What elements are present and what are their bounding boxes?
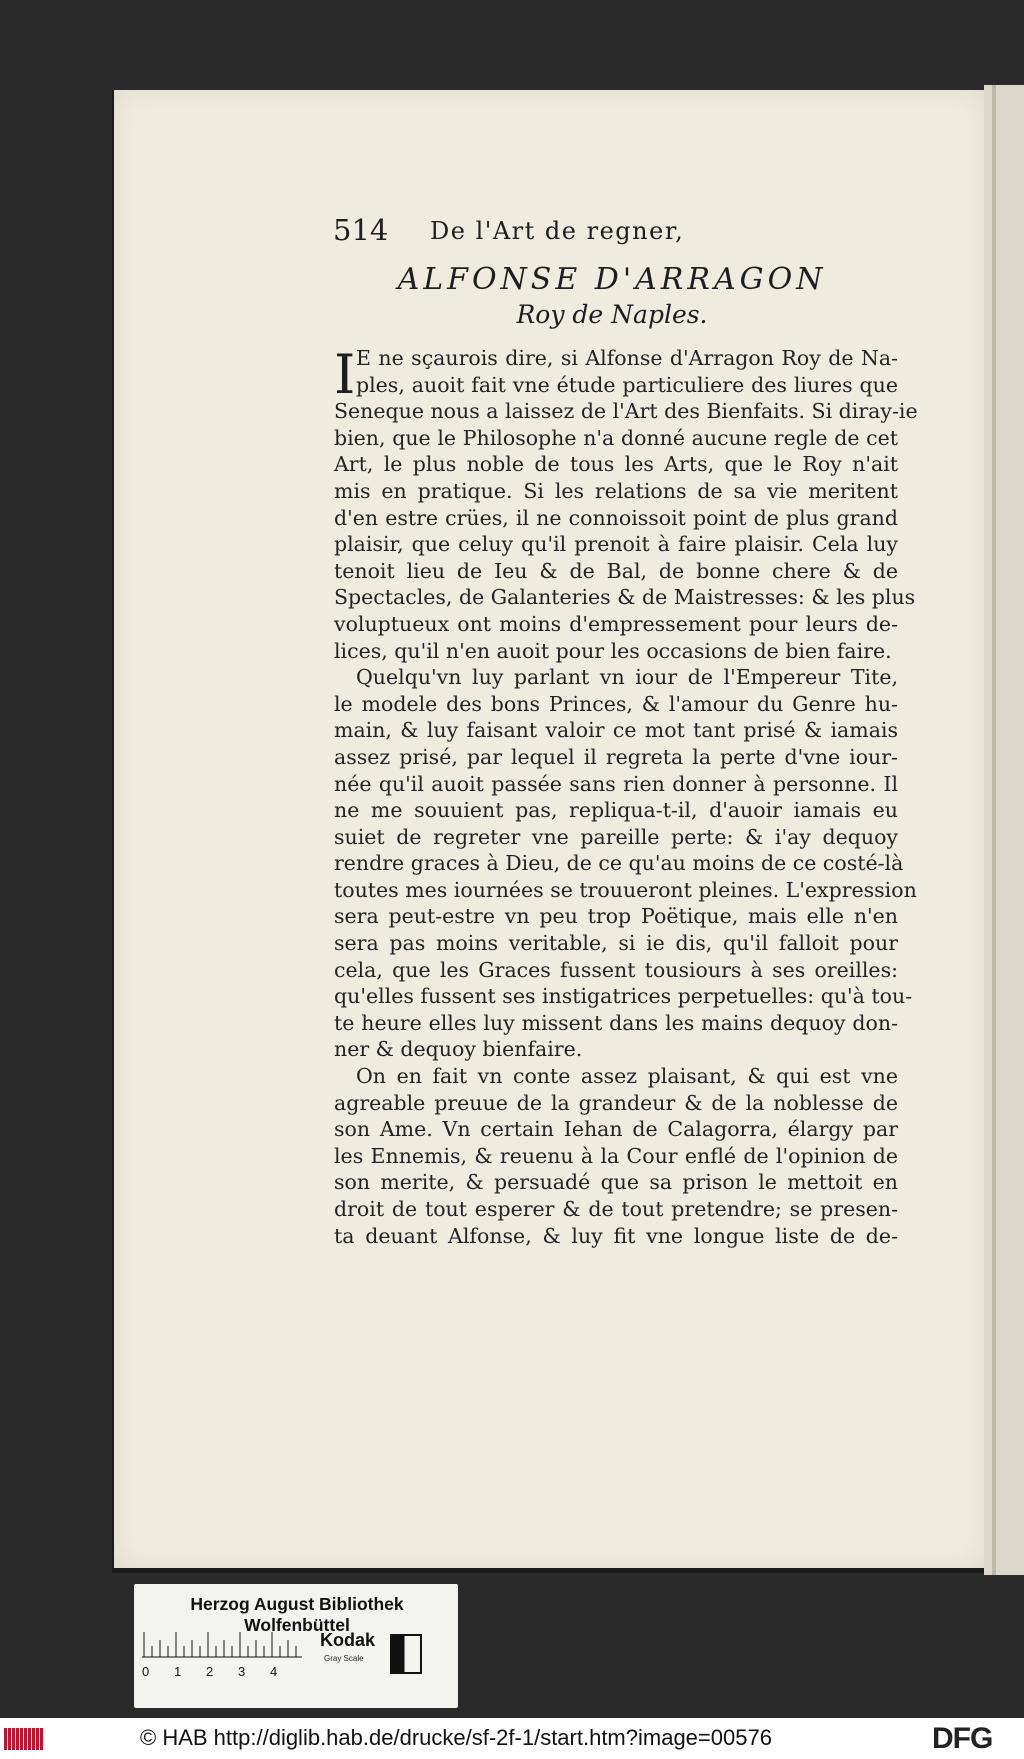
text-line: ta deuant Alfonse, & luy fit vne longue liste de de- (334, 1223, 898, 1248)
text-line: voluptueux ont moins d'empressement pour leurs de- (334, 611, 898, 636)
text-line: On en fait vn conte assez plaisant, & qui est vne (356, 1064, 898, 1089)
text-line: bien, que le Philosophe n'a donné aucune regle de cet (334, 425, 898, 450)
running-title: De l'Art de regner, (430, 217, 685, 245)
text-line: droit de tout esperer & de tout pretendre; se presen- (334, 1197, 898, 1221)
running-head (0, 212, 1024, 252)
kodak-label: Kodak (320, 1630, 376, 1650)
text-line: cela, que les Graces fussent tousiours à ses oreilles: (334, 957, 898, 982)
text-line: Quelqu'vn luy parlant vn iour de l'Empereur Tite, (356, 665, 898, 690)
text-line: qu'elles fussent ses instigatrices perpetuelles: qu'à tou- (334, 984, 913, 1009)
scale-number: 1 (174, 1664, 182, 1679)
drop-cap: I (334, 343, 356, 406)
text-line: mis en pratique. Si les relations de sa vie meritent (334, 478, 898, 503)
ruler-icon (142, 1628, 302, 1658)
text-line: d'en estre crües, il ne connoissoit point de plus grand (334, 505, 898, 530)
text-line: suiet de regreter vne pareille perte: & i'ay dequoy (334, 824, 898, 849)
adjacent-page-edge (984, 85, 1024, 1575)
gray-swatch (390, 1634, 422, 1674)
text-line: toutes mes iournées se trouueront pleines. L'expression (334, 877, 917, 902)
text-line: son Ame. Vn certain Iehan de Calagorra, élargy par (334, 1117, 898, 1142)
text-line: lices, qu'il n'en auoit pour les occasions de bien faire. (334, 638, 892, 663)
scale-number: 2 (206, 1664, 214, 1679)
gray-scale-label: Gray Scale (324, 1654, 364, 1663)
institution-label: Herzog August Bibliothek Wolfenbüttel (190, 1594, 404, 1635)
text-line: ples, auoit fait vne étude particuliere des liures que (356, 372, 898, 397)
text-line: née qu'il auoit passée sans rien donner à personne. Il (334, 771, 898, 796)
text-line: agreable preuue de la grandeur & de la noblesse de (334, 1090, 898, 1115)
text-line: son merite, & persuadé que sa prison le mettoit en (334, 1170, 898, 1195)
color-calibration-card (134, 1584, 458, 1708)
text-line: main, & luy faisant valoir ce mot tant prisé & iamais (334, 718, 898, 743)
text-line: les Ennemis, & reuenu à la Cour enflé de l'opinion de (334, 1143, 898, 1168)
scale-number: 0 (142, 1664, 150, 1679)
section-subtitle: Roy de Naples. (516, 300, 708, 329)
text-line: E ne sçaurois dire, si Alfonse d'Arragon Roy de Na- (356, 346, 898, 370)
scale-number: 3 (238, 1664, 246, 1679)
text-line: sera peut-estre vn peu trop Poëtique, mais elle n'en (334, 904, 898, 929)
body-text (334, 345, 918, 1249)
text-line: assez prisé, par lequel il regreta la perte d'vne iour- (334, 744, 898, 769)
text-line: Art, le plus noble de tous les Arts, que le Roy n'ait (334, 452, 898, 477)
text-line: tenoit lieu de Ieu & de Bal, de bonne chere & de (334, 558, 898, 583)
section-title: ALFONSE D'ARRAGON (397, 262, 827, 297)
text-line: sera pas moins veritable, si ie dis, qu'il falloit pour (334, 931, 898, 956)
text-line: plaisir, que celuy qu'il prenoit à faire plaisir. Cela luy (334, 532, 898, 557)
text-line: le modele des bons Princes, & l'amour du Genre hu- (334, 691, 898, 716)
dfg-logo: DFG (932, 1722, 993, 1755)
text-line: ner & dequoy bienfaire. (334, 1037, 583, 1062)
page-number: 514 (333, 213, 389, 247)
hab-logo-icon (4, 1728, 48, 1750)
permalink-text[interactable]: © HAB http://diglib.hab.de/drucke/sf-2f-1/start.htm?image=00576 (140, 1725, 772, 1750)
footer-bar (0, 1718, 1024, 1759)
scale-number: 4 (270, 1664, 278, 1679)
text-line: te heure elles luy missent dans les mains dequoy don- (334, 1010, 898, 1035)
text-line: ne me souuient pas, repliqua-t-il, d'auoir iamais eu (334, 798, 898, 823)
text-line: Spectacles, de Galanteries & de Maistresses: & les plus (334, 585, 916, 610)
text-line: Seneque nous a laissez de l'Art des Bienfaits. Si diray-ie (334, 399, 918, 424)
text-line: rendre graces à Dieu, de ce qu'au moins de ce costé-là (334, 851, 904, 876)
